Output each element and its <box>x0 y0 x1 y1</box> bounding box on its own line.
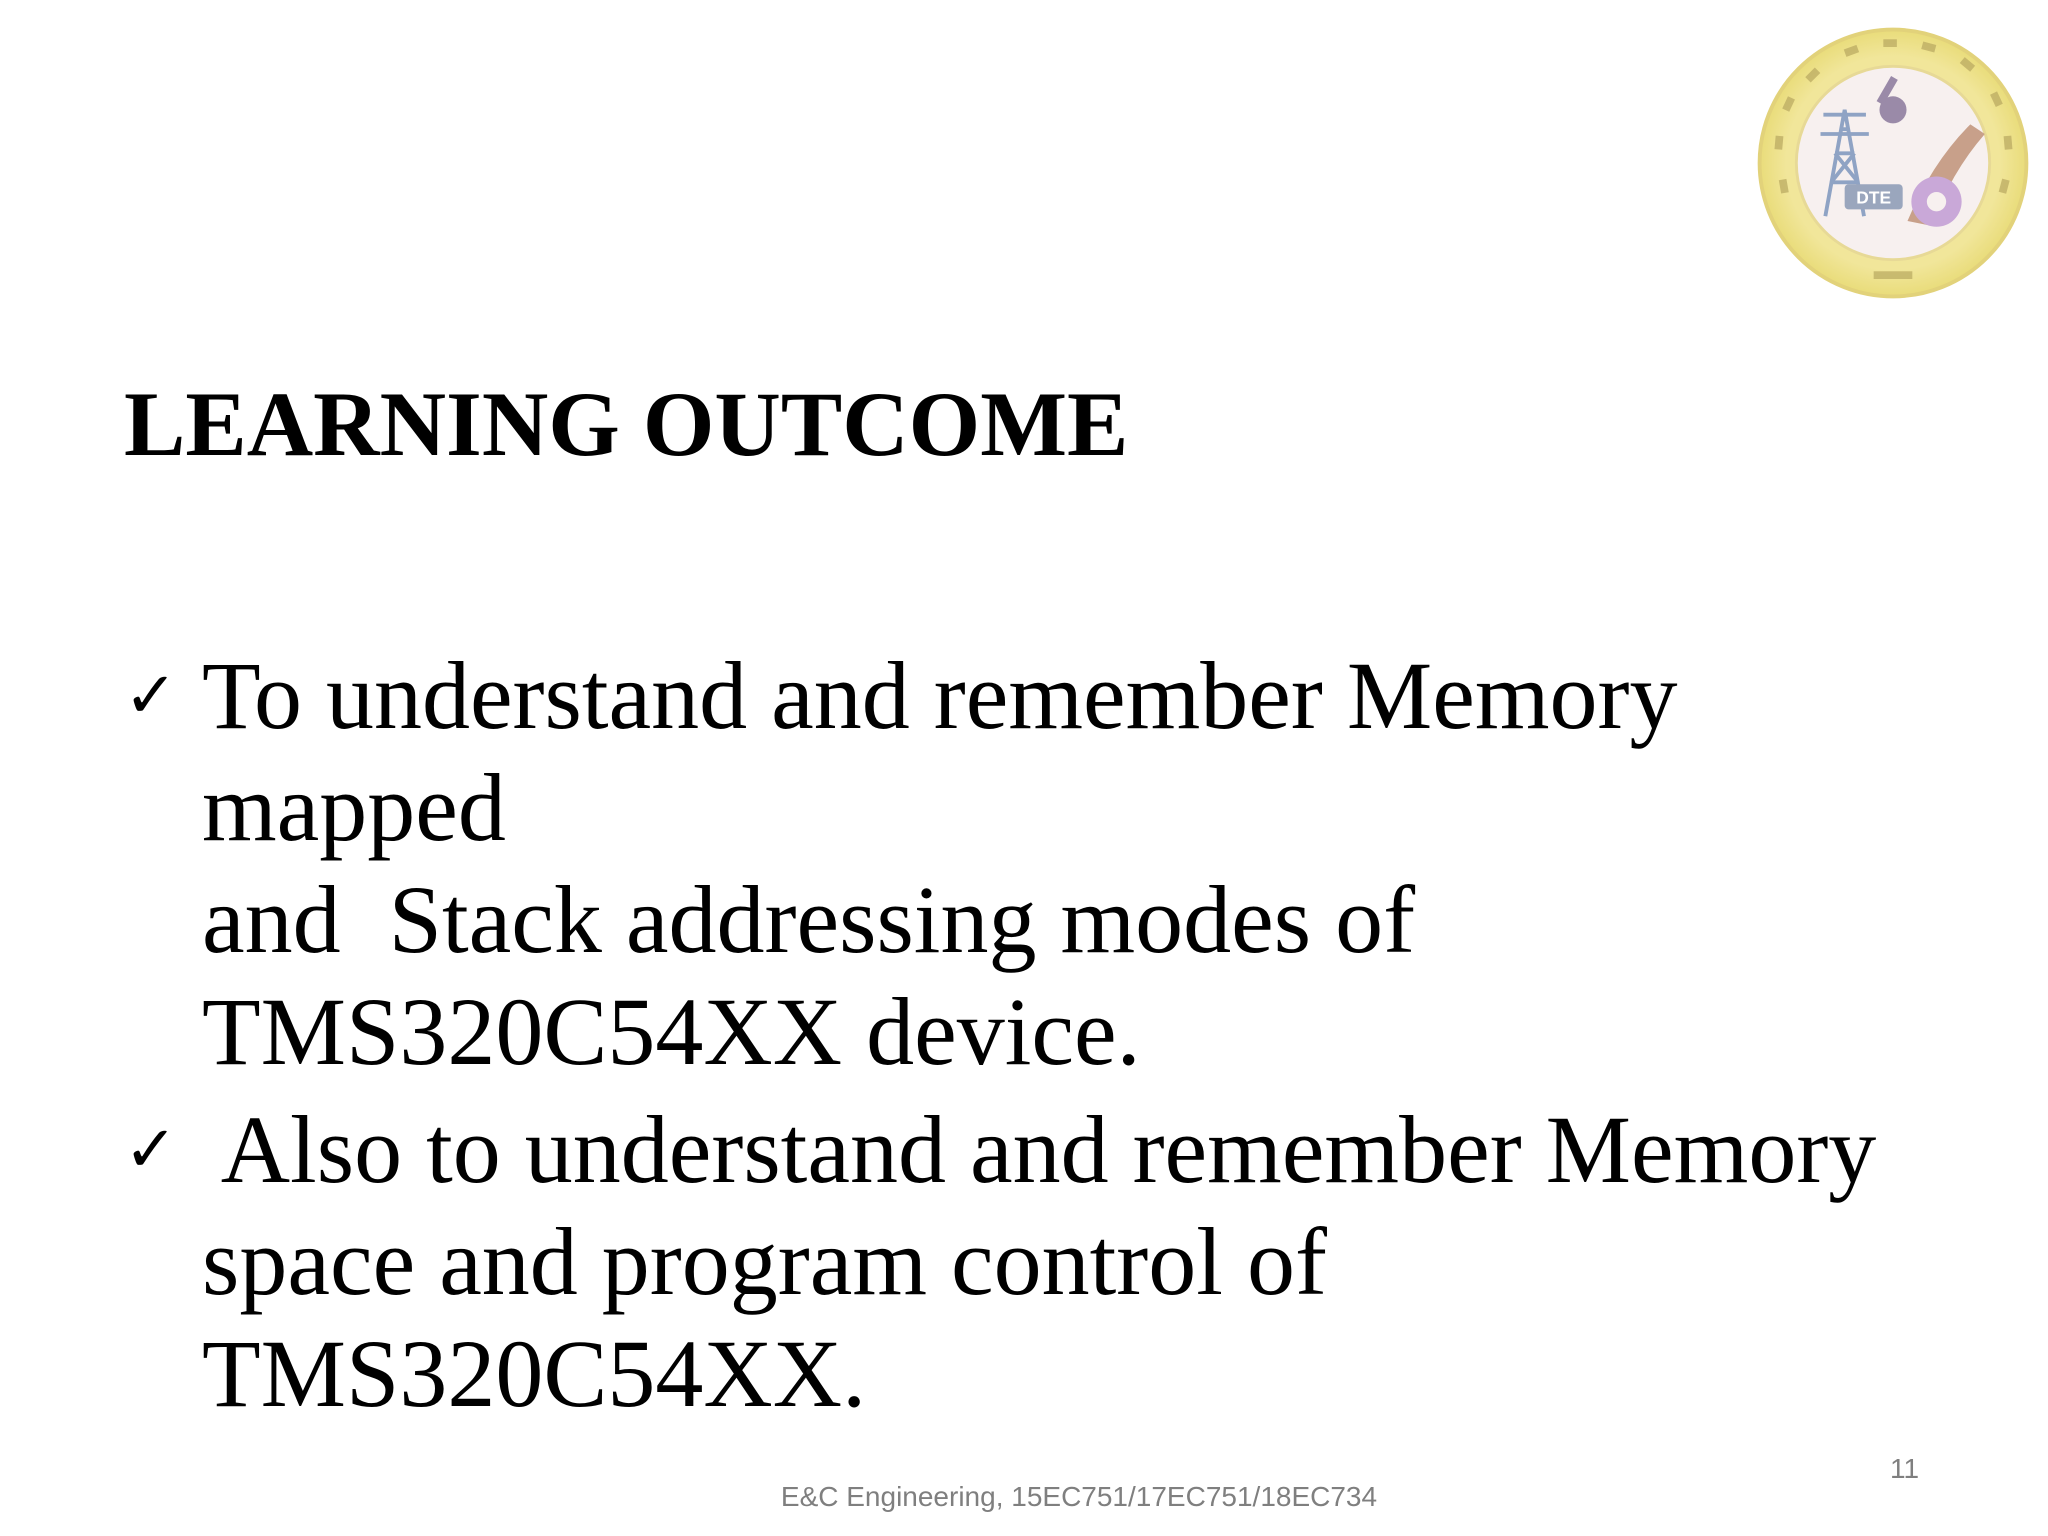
logo-dte-text: DTE <box>1856 187 1892 208</box>
bullet-line: To understand and remember Memory mapped <box>202 642 1678 861</box>
page-number: 11 <box>1890 1453 1920 1484</box>
bullet-item <box>124 640 2004 1088</box>
bullet-item <box>124 1094 2004 1430</box>
slide-footer: E&C Engineering, 15EC751/17EC751/18EC734 <box>780 1481 1378 1512</box>
bullet-line: space and program control of TMS320C54XX. <box>202 1208 1327 1427</box>
bullet-line: Also to understand and remember Memory <box>202 1096 1877 1203</box>
learning-outcome-list <box>124 640 2004 1430</box>
bullet-line: and Stack addressing modes of <box>202 866 1416 973</box>
slide-title: LEARNING OUTCOME <box>124 373 1129 475</box>
checkmark-icon: ✓ <box>124 1113 178 1187</box>
dte-seal-logo-icon <box>1748 18 2038 308</box>
checkmark-icon: ✓ <box>124 659 178 733</box>
bullet-line: TMS320C54XX device. <box>202 978 1141 1085</box>
